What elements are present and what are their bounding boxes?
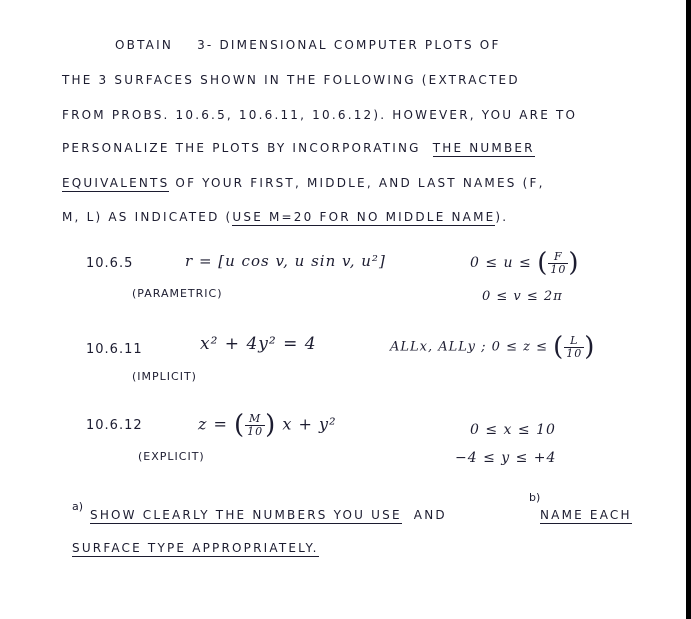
explicit-equation-left: z = [198,414,228,434]
frac-10: 10 [550,262,567,276]
implicit-equation: x² + 4y² = 4 [200,334,317,354]
part-b-marker: b) [529,491,541,504]
frac-m: M [245,413,265,426]
instruction-line-3: FROM PROBS. 10.6.5, 10.6.11, 10.6.12). HOWEVER, YOU ARE TO [62,108,578,122]
explicit-type-label: (EXPLICIT) [138,450,205,463]
part-b-text-wrap [540,508,632,522]
and-word: AND [413,508,447,522]
instruction-line-5 [62,176,545,190]
part-b-text: NAME EACH [540,508,632,522]
instruction-line-4 [62,141,535,155]
implicit-type-label: (IMPLICIT) [132,370,197,383]
footer-line-2 [72,541,319,555]
x-range: 0 ≤ x ≤ 10 [470,422,556,438]
parametric-type-label: (PARAMETRIC) [132,287,223,300]
explicit-equation-right: x + y² [282,414,337,434]
instruction-line-6 [62,210,508,224]
underlined-equivalents: EQUIVALENTS [62,176,170,190]
frac-l: L [564,335,584,348]
instruction-line-2: THE 3 SURFACES SHOWN IN THE FOLLOWING (EXTRACTED [62,73,520,87]
f-over-10-fraction [548,251,568,276]
problem-number-10-6-12: 10.6.12 [86,418,143,433]
m-over-10-fraction [245,413,265,438]
instruction-line-1 [115,38,501,52]
frac-10: 10 [247,424,264,438]
surface-type-text: SURFACE TYPE APPROPRIATELY. [72,541,319,555]
footer-line-1 [90,508,447,522]
v-range: 0 ≤ v ≤ 2π [482,289,563,304]
obtain-word: OBTAIN [115,38,174,52]
l-over-10-fraction [564,335,584,360]
instruction-line-4-prefix: PERSONALIZE THE PLOTS BY INCORPORATING [62,141,421,155]
explicit-equation: z = ( $\frac{M}{10}$ ) x + y² [198,410,337,440]
problem-number-10-6-5: 10.6.5 [86,256,134,271]
instruction-line-1-rest: 3- DIMENSIONAL COMPUTER PLOTS OF [197,38,501,52]
scan-edge-bar [686,0,691,619]
z-range-left: ALLx, ALLy ; 0 ≤ z ≤ [390,339,548,355]
u-range-left: 0 ≤ u ≤ [470,255,532,271]
instruction-line-6-prefix: M, L) AS INDICATED ( [62,210,233,224]
y-range: −4 ≤ y ≤ +4 [455,450,557,466]
part-a-marker: a) [72,500,84,513]
frac-10: 10 [566,346,583,360]
u-range: 0 ≤ u ≤ ( $\frac{F}{10}$ ) [470,248,580,278]
part-a-text: SHOW CLEARLY THE NUMBERS YOU USE [90,508,402,522]
instruction-line-6-suffix: ). [495,210,509,224]
underlined-middle-name-note: USE M=20 FOR NO MIDDLE NAME [232,210,496,224]
underlined-the-number: THE NUMBER [432,141,535,155]
problem-number-10-6-11: 10.6.11 [86,342,143,357]
instruction-line-5-rest: OF YOUR FIRST, MIDDLE, AND LAST NAMES (F, [175,176,545,190]
z-range: ALLx, ALLy ; 0 ≤ z ≤ ( $\frac{L}{10}$ ) [390,332,596,362]
parametric-equation: r = [u cos v, u sin v, u²] [185,252,386,270]
frac-f: F [548,251,568,264]
